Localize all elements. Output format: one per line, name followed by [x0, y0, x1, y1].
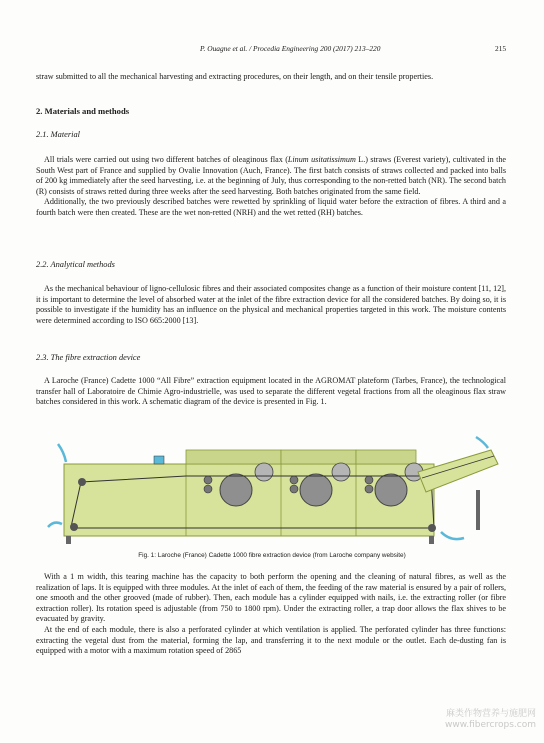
figure-1: [36, 432, 506, 547]
material-paragraph-1: [36, 155, 506, 197]
airflow-arrow: [58, 444, 66, 462]
control-box: [154, 456, 164, 464]
material-paragraphs: [36, 155, 506, 219]
after-figure-paragraphs: [36, 572, 506, 657]
airflow-arrow: [441, 532, 464, 539]
intro-text: straw submitted to all the mechanical harvesting and extracting procedures, on their length, and on their tensile properties.: [36, 72, 434, 81]
subsection-heading-material: 2.1. Material: [36, 130, 80, 139]
watermark-line-1: 麻类作物营养与施肥网: [445, 709, 536, 719]
page-number: 215: [495, 44, 507, 53]
watermark-line-2: www.fibercrops.com: [445, 720, 536, 730]
description-paragraph-1: With a 1 m width, this tearing machine has the capacity to both perform the opening and the cleaning of natural fibres, as well as the realization of laps. It is equipped with three modules. At the inlet of each of them, the feeding of the raw material is ensured by a pair of rollers, one smooth and the other grooved (made of rubber). Then, each module has a cylinder equipped with nails, i.e. the extracting roller (or fibre extraction roller). Its rotation speed is adjustable (from 750 to 1800 rpm). Under the extracting roller, a trap door allows the flax shives to be evacuated by gravity.: [36, 572, 506, 624]
figure-caption: Fig. 1: Laroche (France) Cadette 1000 fibre extraction device (from Laroche company website): [138, 552, 406, 559]
airflow-arrow: [476, 437, 488, 448]
material-text-a: All trials were carried out using two different batches of oleaginous flax (: [44, 155, 288, 164]
perforated-cylinder: [255, 463, 273, 481]
perforated-cylinder: [332, 463, 350, 481]
feed-roller: [290, 485, 298, 493]
analytical-text: As the mechanical behaviour of ligno-cellulosic fibres and their associated composites change as a function of their moisture content [11, 12], it is important to determine the level of absorbed water at the inlet of the fibre extraction device for all the considered batches. By doing so, it is possible to investigate if the humidity has an influence on the physical and mechanical properties targeted in this work. The moisture contents were determined according to ISO 665:2000 [13].: [36, 284, 506, 325]
feed-roller: [204, 485, 212, 493]
material-text-b: L.) straws (Everest variety), cultivated in the South West part of France and supplied by Ovalie Innovation (Auch, France). The first batch consists of straws collected and packed into balls of 200 kg immediately after the seed harvesting, i.e. at the beginning of July, thus corresponding to the non-retted batch (NR). The second batch (R) consists of straws retted during three weeks after the seed harvesting. Both batches originated from the same field.: [36, 155, 506, 196]
watermark: [445, 709, 536, 731]
feed-roller: [365, 476, 373, 484]
description-paragraph-2: At the end of each module, there is also a perforated cylinder at which ventilation is applied. The perforated cylinder has three functions: extracting the vegetal dust from the material, forming the lap, and transferring it to the next module or the outlet. Each de-dusting fan is equipped with a motor with a maximum rotation speed of 2865: [36, 624, 506, 656]
feed-roller: [365, 485, 373, 493]
feed-roller: [204, 476, 212, 484]
belt-pulley: [428, 524, 436, 532]
feed-roller: [290, 476, 298, 484]
machine-leg: [429, 536, 434, 544]
belt-pulley: [70, 523, 78, 531]
hood: [281, 450, 356, 464]
page-header: [0, 44, 544, 58]
section-heading-materials: 2. Materials and methods: [36, 106, 130, 116]
belt-pulley: [78, 478, 86, 486]
extracting-roller: [375, 474, 407, 506]
outlet-conveyor: [418, 450, 498, 492]
intro-paragraph: [36, 72, 506, 83]
species-name: Linum usitatissimum: [287, 155, 356, 164]
extracting-roller: [300, 474, 332, 506]
airflow-arrow: [48, 523, 62, 527]
material-paragraph-2: Additionally, the two previously described batches were rewetted by sprinkling of liquid water before the extraction of fibres. A third and a fourth batch were then created. These are the wet non-retted (NRH) and the wet retted (RH) batches.: [36, 197, 506, 217]
extraction-device-diagram: [36, 432, 506, 547]
running-title: P. Ouagne et al. / Procedia Engineering 200 (2017) 213–220: [200, 44, 381, 53]
hood: [186, 450, 281, 464]
hood: [356, 450, 416, 464]
machine-leg: [66, 536, 71, 544]
device-text: A Laroche (France) Cadette 1000 “All Fibre” extraction equipment located in the AGROMAT plateform (Tarbes, France), the technological transfer hall of Laboratoire de Chimie Agro-industrielle, was used to separate the different vegetal fractions from all the oleaginous flax straw batches considered in this work. A schematic diagram of the device is presented in Fig. 1.: [36, 376, 506, 407]
device-paragraph: [36, 376, 506, 408]
extracting-roller: [220, 474, 252, 506]
subsection-heading-analytical: 2.2. Analytical methods: [36, 260, 115, 269]
machine-leg: [476, 490, 480, 530]
analytical-paragraph: [36, 284, 506, 326]
subsection-heading-device: 2.3. The fibre extraction device: [36, 353, 141, 362]
